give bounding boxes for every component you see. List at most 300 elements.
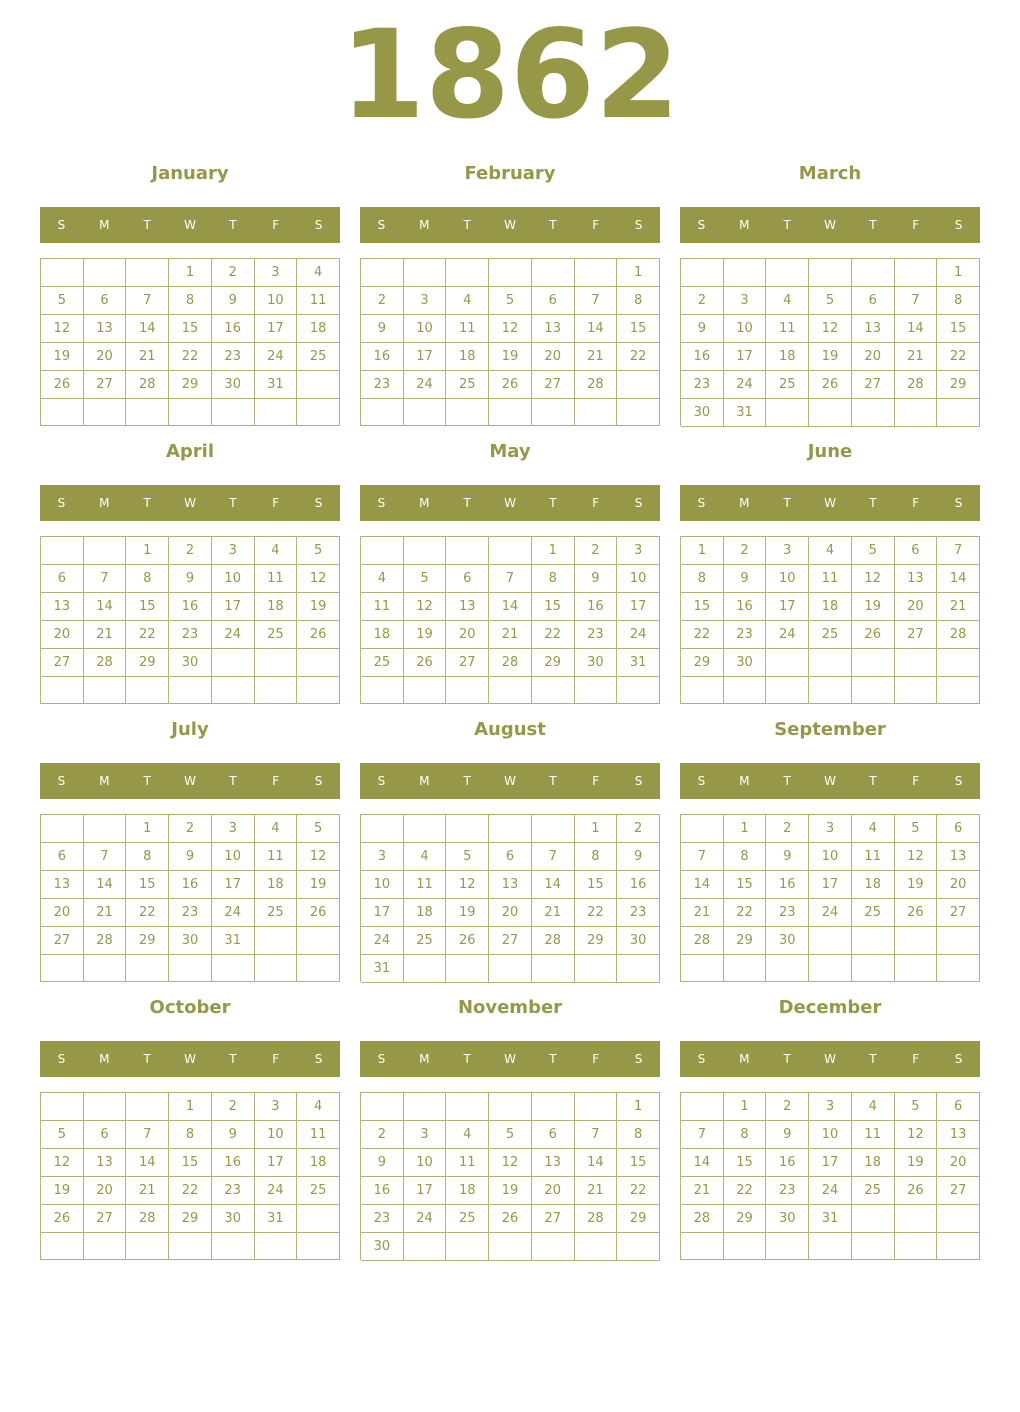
day-cell: 24 <box>724 371 767 399</box>
day-cell: 8 <box>681 565 724 593</box>
day-cell: 17 <box>617 593 660 621</box>
day-cell: 29 <box>169 1205 212 1233</box>
day-cell: 22 <box>724 1177 767 1205</box>
day-cell: 16 <box>212 315 255 343</box>
day-cell: 14 <box>489 593 532 621</box>
day-cell: 20 <box>84 343 127 371</box>
day-cell: 26 <box>895 1177 938 1205</box>
day-cell: 24 <box>809 1177 852 1205</box>
day-cell: 2 <box>766 815 809 843</box>
day-cell: 3 <box>255 259 298 287</box>
day-cell: 25 <box>446 371 489 399</box>
day-cell: 15 <box>617 315 660 343</box>
day-cell: 29 <box>937 371 980 399</box>
weekday-label: S <box>697 774 706 788</box>
day-cell: 1 <box>617 1093 660 1121</box>
day-cell: 23 <box>766 1177 809 1205</box>
day-cell: 18 <box>446 343 489 371</box>
weekday-label: W <box>184 218 196 232</box>
day-cell: 27 <box>489 927 532 955</box>
day-cell: 19 <box>297 871 340 899</box>
day-cell: 19 <box>41 1177 84 1205</box>
day-cell: 2 <box>617 815 660 843</box>
day-cell <box>446 677 489 704</box>
day-cell: 28 <box>84 649 127 677</box>
day-cell <box>361 399 404 426</box>
month-title: April <box>165 441 215 462</box>
day-cell: 27 <box>852 371 895 399</box>
day-cell: 18 <box>404 899 447 927</box>
day-cell: 10 <box>404 315 447 343</box>
day-cell: 21 <box>126 1177 169 1205</box>
day-cell: 8 <box>532 565 575 593</box>
day-cell: 20 <box>489 899 532 927</box>
weekday-label: T <box>229 1052 237 1066</box>
day-cell: 15 <box>169 315 212 343</box>
day-cell: 17 <box>724 343 767 371</box>
day-cell <box>852 955 895 982</box>
day-cell: 12 <box>489 1149 532 1177</box>
day-cell: 7 <box>532 843 575 871</box>
day-cell: 1 <box>532 537 575 565</box>
day-cell <box>937 1233 980 1260</box>
weekday-label: F <box>912 1052 920 1066</box>
day-grid <box>360 1092 660 1260</box>
weekday-label: T <box>143 1052 151 1066</box>
weekday-label: F <box>592 218 600 232</box>
day-cell: 9 <box>681 315 724 343</box>
weekday-label: M <box>419 218 430 232</box>
day-cell: 8 <box>575 843 618 871</box>
day-cell: 6 <box>937 1093 980 1121</box>
day-cell <box>809 677 852 704</box>
day-cell: 12 <box>852 565 895 593</box>
day-cell <box>212 955 255 982</box>
day-cell: 26 <box>41 371 84 399</box>
day-cell: 27 <box>532 371 575 399</box>
day-cell: 16 <box>766 871 809 899</box>
day-cell: 28 <box>575 1205 618 1233</box>
day-cell: 6 <box>84 1121 127 1149</box>
day-cell <box>937 955 980 982</box>
day-cell <box>575 955 618 983</box>
day-cell: 16 <box>724 593 767 621</box>
weekday-label: S <box>377 1052 386 1066</box>
weekday-label: S <box>314 496 323 510</box>
day-cell: 16 <box>361 1177 404 1205</box>
day-cell <box>84 1233 127 1260</box>
weekday-label: W <box>184 1052 196 1066</box>
weekday-label: T <box>143 496 151 510</box>
day-cell <box>84 537 127 565</box>
day-cell: 23 <box>724 621 767 649</box>
day-cell: 17 <box>255 315 298 343</box>
weekday-label: S <box>697 496 706 510</box>
day-cell: 23 <box>766 899 809 927</box>
day-cell: 25 <box>852 1177 895 1205</box>
day-cell <box>532 1233 575 1261</box>
day-cell <box>297 955 340 982</box>
day-cell: 22 <box>575 899 618 927</box>
day-cell: 26 <box>852 621 895 649</box>
weekday-label: T <box>229 496 237 510</box>
day-cell <box>852 399 895 427</box>
day-grid <box>680 1092 980 1260</box>
day-cell: 29 <box>681 649 724 677</box>
day-cell: 27 <box>532 1205 575 1233</box>
day-cell: 5 <box>41 1121 84 1149</box>
weekday-label: F <box>592 774 600 788</box>
day-cell <box>532 955 575 983</box>
day-cell: 24 <box>361 927 404 955</box>
day-cell: 23 <box>681 371 724 399</box>
weekday-label: M <box>99 774 110 788</box>
day-cell: 4 <box>255 815 298 843</box>
day-cell: 12 <box>41 315 84 343</box>
day-cell: 7 <box>895 287 938 315</box>
day-cell: 18 <box>297 315 340 343</box>
day-cell: 21 <box>895 343 938 371</box>
day-cell: 21 <box>84 621 127 649</box>
day-cell: 25 <box>404 927 447 955</box>
day-cell: 19 <box>489 343 532 371</box>
day-cell: 4 <box>361 565 404 593</box>
day-cell <box>809 399 852 427</box>
day-cell <box>575 399 618 426</box>
day-cell <box>41 955 84 982</box>
day-cell: 1 <box>617 259 660 287</box>
weekday-label: T <box>463 1052 471 1066</box>
day-cell <box>446 815 489 843</box>
day-cell: 17 <box>212 871 255 899</box>
day-cell <box>404 955 447 983</box>
day-cell <box>532 399 575 426</box>
day-cell: 23 <box>169 899 212 927</box>
day-cell: 2 <box>169 537 212 565</box>
weekday-label: T <box>783 774 791 788</box>
day-cell: 7 <box>84 565 127 593</box>
day-cell: 28 <box>126 1205 169 1233</box>
day-cell <box>489 537 532 565</box>
weekday-label: M <box>419 1052 430 1066</box>
day-cell: 2 <box>361 287 404 315</box>
day-cell: 28 <box>681 927 724 955</box>
day-cell: 21 <box>489 621 532 649</box>
day-cell <box>404 815 447 843</box>
day-cell: 12 <box>489 315 532 343</box>
day-cell: 5 <box>895 815 938 843</box>
day-cell: 30 <box>169 649 212 677</box>
day-grid <box>40 536 340 704</box>
day-cell: 7 <box>489 565 532 593</box>
day-cell: 23 <box>169 621 212 649</box>
day-cell: 16 <box>212 1149 255 1177</box>
day-cell: 16 <box>766 1149 809 1177</box>
day-cell: 19 <box>41 343 84 371</box>
day-cell: 4 <box>446 1121 489 1149</box>
day-cell: 28 <box>681 1205 724 1233</box>
day-cell: 14 <box>532 871 575 899</box>
day-cell: 13 <box>84 1149 127 1177</box>
day-cell: 19 <box>489 1177 532 1205</box>
weekday-label: T <box>463 496 471 510</box>
day-cell: 22 <box>126 621 169 649</box>
day-cell: 2 <box>212 1093 255 1121</box>
month-title: November <box>457 997 563 1018</box>
day-cell: 23 <box>212 1177 255 1205</box>
weekday-label: F <box>272 1052 280 1066</box>
day-cell: 23 <box>575 621 618 649</box>
day-cell <box>404 259 447 287</box>
day-cell: 17 <box>809 871 852 899</box>
day-cell: 28 <box>937 621 980 649</box>
day-cell <box>41 1233 84 1260</box>
day-cell <box>84 677 127 704</box>
day-cell: 8 <box>169 1121 212 1149</box>
weekday-label: T <box>549 496 557 510</box>
day-cell: 19 <box>809 343 852 371</box>
day-cell: 31 <box>809 1205 852 1233</box>
day-cell: 26 <box>446 927 489 955</box>
weekday-label: W <box>184 774 196 788</box>
day-cell: 22 <box>681 621 724 649</box>
day-grid <box>360 258 660 426</box>
weekday-label: F <box>912 774 920 788</box>
weekday-label: T <box>143 218 151 232</box>
day-cell: 5 <box>297 537 340 565</box>
weekday-label: S <box>634 774 643 788</box>
day-cell: 22 <box>724 899 767 927</box>
day-cell: 18 <box>809 593 852 621</box>
day-cell: 2 <box>766 1093 809 1121</box>
day-cell: 11 <box>852 843 895 871</box>
day-cell: 12 <box>895 1121 938 1149</box>
day-cell <box>126 259 169 287</box>
day-cell: 28 <box>489 649 532 677</box>
day-cell: 21 <box>126 343 169 371</box>
day-cell: 10 <box>361 871 404 899</box>
day-cell: 17 <box>404 343 447 371</box>
day-cell <box>41 1093 84 1121</box>
day-cell: 11 <box>852 1121 895 1149</box>
day-cell: 24 <box>212 621 255 649</box>
weekday-label: S <box>954 218 963 232</box>
day-cell: 20 <box>532 343 575 371</box>
day-cell: 10 <box>255 287 298 315</box>
day-cell: 23 <box>361 1205 404 1233</box>
weekday-label: S <box>634 1052 643 1066</box>
day-cell: 24 <box>404 371 447 399</box>
day-cell: 14 <box>126 1149 169 1177</box>
day-cell: 10 <box>404 1149 447 1177</box>
weekday-label: W <box>824 496 836 510</box>
day-cell: 11 <box>809 565 852 593</box>
day-cell <box>852 259 895 287</box>
day-cell <box>681 1233 724 1260</box>
day-cell <box>41 677 84 704</box>
day-cell: 5 <box>41 287 84 315</box>
day-cell: 17 <box>255 1149 298 1177</box>
day-cell: 25 <box>766 371 809 399</box>
day-cell: 27 <box>895 621 938 649</box>
day-cell <box>937 1205 980 1233</box>
day-cell: 11 <box>255 843 298 871</box>
weekday-label: S <box>377 218 386 232</box>
day-cell <box>84 955 127 982</box>
day-cell: 26 <box>297 621 340 649</box>
weekday-label: T <box>869 496 877 510</box>
day-cell <box>724 1233 767 1260</box>
day-cell: 29 <box>169 371 212 399</box>
day-cell: 10 <box>255 1121 298 1149</box>
day-cell <box>361 1093 404 1121</box>
day-cell <box>126 1233 169 1260</box>
day-cell <box>404 537 447 565</box>
day-cell: 25 <box>297 1177 340 1205</box>
year-title: 1862 <box>340 4 680 146</box>
weekday-header <box>360 207 660 243</box>
weekday-header <box>680 485 980 521</box>
day-cell: 9 <box>724 565 767 593</box>
day-cell: 4 <box>852 1093 895 1121</box>
day-cell <box>937 399 980 427</box>
day-cell: 18 <box>446 1177 489 1205</box>
day-cell <box>489 259 532 287</box>
day-cell: 9 <box>766 1121 809 1149</box>
day-cell: 30 <box>766 1205 809 1233</box>
weekday-label: T <box>783 1052 791 1066</box>
day-cell: 13 <box>41 593 84 621</box>
weekday-label: M <box>739 774 750 788</box>
day-cell: 9 <box>361 1149 404 1177</box>
day-cell <box>297 927 340 955</box>
day-cell: 9 <box>212 1121 255 1149</box>
weekday-header <box>40 1041 340 1077</box>
day-cell <box>895 1205 938 1233</box>
month-title: May <box>489 441 531 462</box>
day-cell <box>361 537 404 565</box>
day-cell <box>169 955 212 982</box>
day-cell: 4 <box>297 1093 340 1121</box>
day-cell <box>41 399 84 426</box>
day-cell: 3 <box>255 1093 298 1121</box>
day-cell <box>255 1233 298 1260</box>
day-cell <box>895 955 938 982</box>
day-cell <box>532 677 575 704</box>
day-cell: 6 <box>532 287 575 315</box>
day-cell: 20 <box>41 899 84 927</box>
day-cell: 30 <box>617 927 660 955</box>
day-cell <box>41 537 84 565</box>
day-cell: 18 <box>852 871 895 899</box>
day-cell: 21 <box>681 899 724 927</box>
weekday-label: S <box>314 1052 323 1066</box>
day-cell <box>937 649 980 677</box>
day-cell: 29 <box>575 927 618 955</box>
weekday-label: M <box>99 218 110 232</box>
day-cell: 24 <box>809 899 852 927</box>
day-cell <box>212 649 255 677</box>
day-cell: 17 <box>212 593 255 621</box>
day-cell: 9 <box>617 843 660 871</box>
weekday-label: W <box>504 218 516 232</box>
day-cell: 30 <box>212 1205 255 1233</box>
day-cell: 24 <box>212 899 255 927</box>
day-cell: 30 <box>212 371 255 399</box>
day-cell: 20 <box>937 871 980 899</box>
weekday-label: S <box>697 218 706 232</box>
day-cell <box>446 955 489 983</box>
day-cell: 18 <box>766 343 809 371</box>
day-cell <box>617 399 660 426</box>
day-cell <box>766 399 809 427</box>
day-cell: 16 <box>361 343 404 371</box>
day-cell <box>126 955 169 982</box>
day-cell: 3 <box>724 287 767 315</box>
day-cell: 11 <box>404 871 447 899</box>
day-cell: 23 <box>617 899 660 927</box>
weekday-label: M <box>99 496 110 510</box>
day-cell <box>41 815 84 843</box>
weekday-label: T <box>549 218 557 232</box>
weekday-label: T <box>143 774 151 788</box>
day-cell: 3 <box>212 815 255 843</box>
day-cell <box>404 1233 447 1261</box>
day-cell <box>489 399 532 426</box>
weekday-label: S <box>57 496 66 510</box>
day-cell: 27 <box>41 649 84 677</box>
day-cell: 26 <box>895 899 938 927</box>
weekday-label: S <box>954 774 963 788</box>
day-cell: 22 <box>126 899 169 927</box>
weekday-label: S <box>314 774 323 788</box>
day-cell: 21 <box>575 1177 618 1205</box>
day-cell: 3 <box>361 843 404 871</box>
day-cell: 20 <box>895 593 938 621</box>
day-cell: 1 <box>937 259 980 287</box>
day-cell: 17 <box>766 593 809 621</box>
weekday-header <box>40 763 340 799</box>
day-cell: 21 <box>937 593 980 621</box>
day-cell <box>575 677 618 704</box>
day-cell <box>41 259 84 287</box>
day-cell: 15 <box>532 593 575 621</box>
day-cell <box>212 1233 255 1260</box>
day-cell: 31 <box>255 1205 298 1233</box>
day-cell: 20 <box>937 1149 980 1177</box>
day-cell: 18 <box>852 1149 895 1177</box>
day-cell: 14 <box>84 593 127 621</box>
weekday-label: T <box>229 218 237 232</box>
day-cell: 10 <box>617 565 660 593</box>
day-cell <box>361 677 404 704</box>
day-cell <box>297 1205 340 1233</box>
day-cell <box>766 1233 809 1260</box>
month-title: September <box>774 719 886 740</box>
day-cell: 9 <box>169 565 212 593</box>
weekday-label: M <box>99 1052 110 1066</box>
day-cell: 7 <box>681 1121 724 1149</box>
day-cell: 19 <box>852 593 895 621</box>
day-cell: 14 <box>895 315 938 343</box>
day-cell: 7 <box>575 1121 618 1149</box>
day-cell: 13 <box>84 315 127 343</box>
day-grid <box>360 814 660 982</box>
day-cell: 17 <box>404 1177 447 1205</box>
weekday-label: S <box>57 218 66 232</box>
day-cell: 1 <box>126 537 169 565</box>
day-cell: 28 <box>895 371 938 399</box>
